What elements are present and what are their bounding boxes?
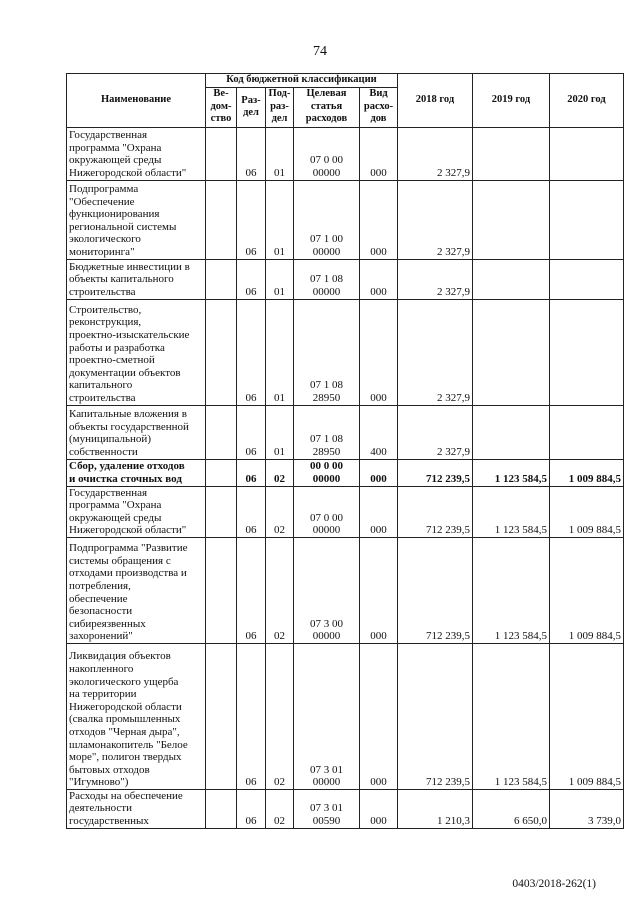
row-name: Ликвидация объектов накопленного экологического ущерба на территории Нижегородской области (свалка промышленных отходов "Черная дыра", шламонакопитель "Белое море", полигон твердых бытовых отходов "Игумново") xyxy=(67,643,206,789)
row-celevaya-statya: 07 3 00 00000 xyxy=(294,537,360,643)
row-vedomstvo xyxy=(206,789,237,828)
row-celevaya-statya: 07 3 01 00590 xyxy=(294,789,360,828)
row-name: Капитальные вложения в объекты государственной (муниципальной) собственности xyxy=(67,405,206,459)
row-amount-2019: 6 650,0 xyxy=(473,789,550,828)
row-celevaya-statya: 07 1 08 28950 xyxy=(294,405,360,459)
row-amount-2020 xyxy=(550,405,624,459)
row-vid-rashodov: 000 xyxy=(360,459,398,486)
row-vid-rashodov: 000 xyxy=(360,299,398,405)
row-podrazdel: 02 xyxy=(266,643,294,789)
table-row xyxy=(67,643,624,789)
row-podrazdel: 02 xyxy=(266,537,294,643)
row-celevaya-statya: 07 3 01 00000 xyxy=(294,643,360,789)
row-amount-2018: 1 210,3 xyxy=(398,789,473,828)
table-row xyxy=(67,405,624,459)
row-vedomstvo xyxy=(206,127,237,180)
header-name: Наименование xyxy=(67,74,206,128)
row-amount-2018: 712 239,5 xyxy=(398,486,473,537)
row-name: Строительство, реконструкция, проектно-изыскательские работы и разработка проектно-сметной документации объектов капитального строительства xyxy=(67,299,206,405)
table-row xyxy=(67,459,624,486)
row-amount-2018: 2 327,9 xyxy=(398,180,473,259)
row-celevaya-statya: 07 1 08 28950 xyxy=(294,299,360,405)
row-name: Государственная программа "Охрана окружающей среды Нижегородской области" xyxy=(67,127,206,180)
page-number: 74 xyxy=(313,44,327,59)
row-celevaya-statya: 00 0 00 00000 xyxy=(294,459,360,486)
row-vid-rashodov: 000 xyxy=(360,486,398,537)
row-podrazdel: 01 xyxy=(266,180,294,259)
row-razdel: 06 xyxy=(237,259,266,299)
header-podrazdel: Под- раз- дел xyxy=(266,87,294,127)
row-amount-2019 xyxy=(473,259,550,299)
header-2019: 2019 год xyxy=(473,74,550,128)
row-podrazdel: 02 xyxy=(266,789,294,828)
row-vid-rashodov: 000 xyxy=(360,259,398,299)
row-celevaya-statya: 07 0 00 00000 xyxy=(294,486,360,537)
row-razdel: 06 xyxy=(237,405,266,459)
row-name: Бюджетные инвестиции в объекты капитального строительства xyxy=(67,259,206,299)
row-amount-2018: 2 327,9 xyxy=(398,299,473,405)
row-podrazdel: 01 xyxy=(266,259,294,299)
row-vedomstvo xyxy=(206,643,237,789)
table-body xyxy=(67,127,624,828)
row-amount-2020 xyxy=(550,299,624,405)
row-razdel: 06 xyxy=(237,789,266,828)
row-amount-2020: 1 009 884,5 xyxy=(550,459,624,486)
row-amount-2020: 3 739,0 xyxy=(550,789,624,828)
row-razdel: 06 xyxy=(237,127,266,180)
row-amount-2019 xyxy=(473,405,550,459)
row-vedomstvo xyxy=(206,405,237,459)
row-amount-2020: 1 009 884,5 xyxy=(550,537,624,643)
row-razdel: 06 xyxy=(237,643,266,789)
row-vedomstvo xyxy=(206,486,237,537)
row-vedomstvo xyxy=(206,259,237,299)
row-amount-2018: 712 239,5 xyxy=(398,537,473,643)
row-razdel: 06 xyxy=(237,299,266,405)
row-vid-rashodov: 000 xyxy=(360,180,398,259)
row-vid-rashodov: 000 xyxy=(360,643,398,789)
row-amount-2018: 2 327,9 xyxy=(398,127,473,180)
table-row xyxy=(67,789,624,828)
row-razdel: 06 xyxy=(237,459,266,486)
row-vedomstvo xyxy=(206,299,237,405)
row-amount-2019: 1 123 584,5 xyxy=(473,486,550,537)
row-name: Сбор, удаление отходов и очистка сточных вод xyxy=(67,459,206,486)
row-podrazdel: 02 xyxy=(266,459,294,486)
row-amount-2018: 2 327,9 xyxy=(398,405,473,459)
row-vid-rashodov: 000 xyxy=(360,537,398,643)
row-amount-2019 xyxy=(473,180,550,259)
table-row xyxy=(67,486,624,537)
table-row xyxy=(67,127,624,180)
row-amount-2019: 1 123 584,5 xyxy=(473,537,550,643)
row-podrazdel: 01 xyxy=(266,299,294,405)
row-amount-2020: 1 009 884,5 xyxy=(550,486,624,537)
row-vid-rashodov: 400 xyxy=(360,405,398,459)
row-razdel: 06 xyxy=(237,180,266,259)
table-row xyxy=(67,537,624,643)
table-row xyxy=(67,259,624,299)
header-vedomstvo: Ве- дом- ство xyxy=(206,87,237,127)
document-code: 0403/2018-262(1) xyxy=(512,878,596,890)
header-classification-group: Код бюджетной классификации xyxy=(206,74,398,88)
table-header xyxy=(67,74,624,128)
row-vedomstvo xyxy=(206,180,237,259)
row-podrazdel: 01 xyxy=(266,127,294,180)
row-vedomstvo xyxy=(206,537,237,643)
row-amount-2020 xyxy=(550,127,624,180)
row-name: Государственная программа "Охрана окружающей среды Нижегородской области" xyxy=(67,486,206,537)
header-2020: 2020 год xyxy=(550,74,624,128)
row-celevaya-statya: 07 0 00 00000 xyxy=(294,127,360,180)
row-amount-2018: 2 327,9 xyxy=(398,259,473,299)
row-name: Расходы на обеспечение деятельности государственных xyxy=(67,789,206,828)
row-amount-2019 xyxy=(473,299,550,405)
row-celevaya-statya: 07 1 08 00000 xyxy=(294,259,360,299)
row-amount-2019: 1 123 584,5 xyxy=(473,643,550,789)
row-razdel: 06 xyxy=(237,486,266,537)
row-celevaya-statya: 07 1 00 00000 xyxy=(294,180,360,259)
row-amount-2019 xyxy=(473,127,550,180)
row-podrazdel: 01 xyxy=(266,405,294,459)
row-amount-2020 xyxy=(550,259,624,299)
row-vedomstvo xyxy=(206,459,237,486)
row-vid-rashodov: 000 xyxy=(360,789,398,828)
header-2018: 2018 год xyxy=(398,74,473,128)
row-amount-2020 xyxy=(550,180,624,259)
row-vid-rashodov: 000 xyxy=(360,127,398,180)
row-amount-2019: 1 123 584,5 xyxy=(473,459,550,486)
row-amount-2018: 712 239,5 xyxy=(398,459,473,486)
row-name: Подпрограмма "Развитие системы обращения с отходами производства и потребления, обеспечение безопасности сибиреязвенных захоронений" xyxy=(67,537,206,643)
row-razdel: 06 xyxy=(237,537,266,643)
table-row xyxy=(67,299,624,405)
row-amount-2018: 712 239,5 xyxy=(398,643,473,789)
table-row xyxy=(67,180,624,259)
budget-table xyxy=(66,73,624,829)
header-celevaya: Целевая статья расходов xyxy=(294,87,360,127)
header-vid: Вид расхо- дов xyxy=(360,87,398,127)
header-razdel: Раз- дел xyxy=(237,87,266,127)
row-podrazdel: 02 xyxy=(266,486,294,537)
row-amount-2020: 1 009 884,5 xyxy=(550,643,624,789)
row-name: Подпрограмма "Обеспечение функционирования региональной системы экологического мониторинга" xyxy=(67,180,206,259)
